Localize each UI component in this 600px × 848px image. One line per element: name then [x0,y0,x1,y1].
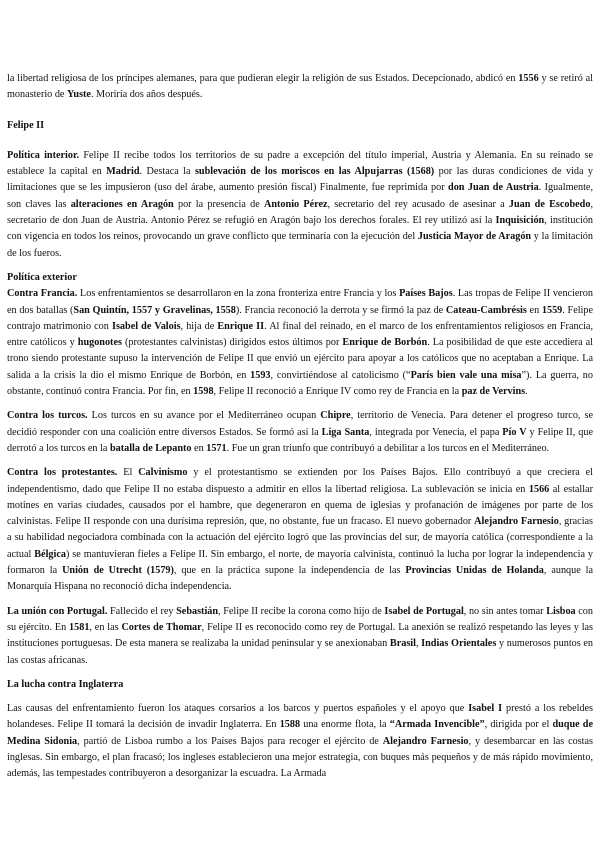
bold-run: don Juan de Austria [448,182,539,194]
text-run: una enorme flota, la [300,719,390,731]
bold-run: Chipre [320,410,351,422]
bold-run: batalla de Lepanto [109,442,192,454]
bold-run: 1556 [518,73,539,84]
bold-run: paz de Vervins [461,386,526,398]
bold-run: Isabel de Valois [112,320,181,332]
text-run: Los turcos en su avance por el Mediterráneo ocupan [87,410,321,422]
text-run: , secretario de don Juan de Austria. Antonio Pérez se refugió en Aragón bajo los derechos forales. El rey utilizó así la [7,198,593,227]
bold-run: Unión de Utrecht (1579) [62,565,174,577]
text-run: . Las tropas de Felipe II vencieron en dos batallas ( [7,288,593,316]
text-run: (protestantes calvinistas) dirigidos estos últimos por [121,337,343,349]
paragraph-contra-protestantes [7,465,593,595]
text-run: , gracias a su habilidad negociadora combinada con la actuación del ejército logró que las provincias del sur, de mayoría católica (correspondiente a la actual [7,516,594,560]
text-run: , que en la práctica supone la independencia de las [173,565,406,577]
text-run: por las duras condiciones de vida y limitaciones que se les impusieron (uso del árabe, aumento presión fiscal) Finalmente, fue reprimida por [7,166,594,194]
bold-run: Yuste [66,89,91,101]
bold-run: hugonotes [77,337,122,349]
bold-run: duque de Medina Sidonia [7,719,593,747]
paragraph-contra-francia [7,286,593,400]
bold-run: Política interior. [7,149,80,161]
text-run: , territorio de Venecia. Para detener el progreso turco, se decidió responder con una coalición entre diversos Estados. Se formó así la [7,410,593,438]
text-run: , y desembarcar en las costas inglesas. Sin embargo, el plan fracasó; los ingleses establecieron una mejor estrategia, con buques más pequeños y de más rápido movimiento, además, las tempestades contribuyeron a desorganizar la escuadra. La Armada [7,735,593,780]
text-run: , Felipe II reconoció a Enrique IV como rey de Francia en la [213,386,462,398]
text-run: y Felipe II, que derrotó a los turcos en la [7,426,593,454]
bold-run: Indias Orientales [421,638,497,650]
bold-run: “Armada Invencible” [389,719,485,731]
heading-felipe-ii: Felipe II [7,119,45,131]
bold-run: 1598 [193,386,214,398]
bold-run: Juan de Escobedo [508,198,591,210]
bold-run: 1566 [528,483,550,495]
heading-lucha-inglaterra: La lucha contra Inglaterra [7,678,124,690]
bold-run: alteraciones en Aragón [70,198,174,210]
bold-run: Calvinismo [138,467,188,479]
text-run: por la presencia de [173,198,265,210]
bold-run: Antonio Pérez [264,198,328,210]
text-run: y numerosos puntos en las costas africanas. [7,638,593,666]
bold-run: Cortes de Thomar [121,621,202,633]
text-run: . Fue un gran triunfo que contribuyó a debilitar a los turcos en el Mediterráneo. [226,442,550,454]
bold-run: Contra Francia. [7,288,78,300]
text-run: . Felipe contrajo matrimonio con [7,304,593,332]
text-run: Las causas del enfrentamiento fueron los ataques corsarios a los barcos y puertos españoles y el apoyo que [7,703,469,715]
text-run: . [525,386,528,398]
bold-run: 1581 [69,621,90,633]
text-run: , hija de [180,320,218,332]
bold-run: 1559 [541,304,563,316]
bold-run: 1588 [279,719,301,731]
text-run: , Felipe II recibe la corona como hijo de [218,605,385,617]
text-run: Los enfrentamientos se desarrollaron en la zona fronteriza entre Francia y los [77,288,400,300]
bold-run: sublevación de los moriscos en las Alpujarras (1568) [194,166,435,178]
bold-run: Brasil [389,638,416,650]
text-run: y el protestantismo se extienden por los Países Bajos. Ello contribuyó a que creciera el independentismo, dado que Felipe II no estaba dispuesto a admitir en ellos la libertad religiosa. La sublevación se inicia en [7,467,593,495]
paragraph-lucha-inglaterra [7,701,593,782]
bold-run: Cateau-Cambrésis [445,304,527,316]
text-run: ”). La guerra, no obstante, continuó contra Francia. Por fin, en [7,369,593,398]
text-run: en [526,304,542,316]
text-run: , integrada por Venecia, el papa [369,426,503,438]
bold-run: Contra los protestantes. [7,467,118,479]
text-run: con su ejército. En [7,605,593,633]
bold-run: Sebastián [176,605,219,617]
bold-run: Isabel de Portugal [384,605,464,617]
text-run: , secretario del rey acusado de asesinar a [327,198,509,210]
bold-run: Isabel I [468,703,503,715]
text-run: , partió de Lisboa rumbo a los Países Bajos para recoger el ejército de [77,735,383,747]
bold-run: Enrique II [217,320,265,332]
text-run: prestó a los rebeldes holandeses. Felipe II tomará la decisión de invadir Inglaterra. En [7,703,594,731]
bold-run: Liga Santa [321,426,370,438]
bold-run: Pío V [502,426,527,438]
bold-run: 1593 [250,369,271,381]
text-run: en [191,442,207,454]
text-run: El [117,467,139,479]
text-run: Felipe II recibe todos los territorios de su padre a excepción del título imperial, Austria y Alemania. En su reinado se establece la capital en [7,149,593,178]
paragraph-contra-turcos [7,408,593,457]
text-run: al estallar motines en varias ciudades, causados por el hambre, que degeneraron en quema de iglesias y profanación de imágenes por parte de los calvinistas. Felipe II responde con una durísima represión, que, no obstante, fue un fracaso. El nuevo gobernador [7,483,593,528]
text-run: , convirtiéndose al catolicismo (“ [270,369,411,381]
text-run: , Felipe II es reconocido como rey de Portugal. La anexión se realizó respetando las leyes y las instituciones portuguesas. De esta manera se realizaba la unidad peninsular y se anexionaban [7,621,594,650]
bold-run: La unión con Portugal. [7,605,108,617]
paragraph-union-portugal [7,604,593,669]
text-run: . Moriría dos años después. [90,89,203,101]
text-run: y se retiró al monasterio de [7,73,593,101]
text-run: , institución con vigencia en todos los reinos, provocando un grave conflicto que terminaría con la ejecución del [7,215,594,243]
bold-run: Contra los turcos. [7,410,88,422]
text-run: ). Francia reconoció la derrota y se firmó la paz de [235,304,446,316]
text-run: . Destaca la [139,166,195,178]
bold-run: Bélgica [34,548,66,560]
heading-politica-exterior: Política exterior [7,271,77,283]
text-run: la libertad religiosa de los príncipes alemanes, para que pudieran elegir la religión de sus Estados. Decepcionado, abdicó en [7,73,519,84]
bold-run: Enrique de Borbón [342,337,428,349]
text-run: , en las [89,621,122,633]
text-run: . Igualmente, son claves las [7,182,594,210]
bold-run: 1571 [206,442,227,454]
bold-run: Alejandro Farnesio [474,516,559,528]
text-run: , aunque la Monarquía Hispana no reconoció dicha independencia. [7,565,593,593]
text-run: Fallecido el rey [107,605,177,617]
paragraph-carlos-abdication [7,71,593,104]
bold-run: Lisboa [546,605,576,617]
paragraph-politica-interior [7,148,593,262]
bold-run: París bien vale una misa [410,369,522,381]
text-run: . La posibilidad de que este accediera al trono siendo protestante supuso la intervención de Felipe II que envió un ejército para apoyar a los católicos que no aceptaban a Enrique. La salida a la crisis la dio el mismo Enrique de Borbón, en [7,337,593,381]
bold-run: Madrid [106,166,140,178]
text-run: , dirigida por el [484,719,553,731]
text-run: , [415,638,422,650]
bold-run: Inquisición [495,215,545,227]
text-run: ) se mantuvieran fieles a Felipe II. Sin embargo, el norte, de mayoría calvinista, continuó la lucha por lograr la independencia y formaron la [7,548,593,577]
text-run: y la limitación de los fueros. [7,231,593,259]
bold-run: Alejandro Farnesio [382,735,469,747]
bold-run: Países Bajos [399,288,453,300]
text-run: . Al final del reinado, en el marco de los enfrentamientos religiosos en Francia, entre católicos y [7,320,593,349]
text-run: , no sin antes tomar [463,605,547,617]
bold-run: San Quintín, 1557 y Gravelinas, 1558 [73,304,236,316]
bold-run: Provincias Unidas de Holanda [405,565,544,577]
bold-run: Justicia Mayor de Aragón [417,231,532,243]
